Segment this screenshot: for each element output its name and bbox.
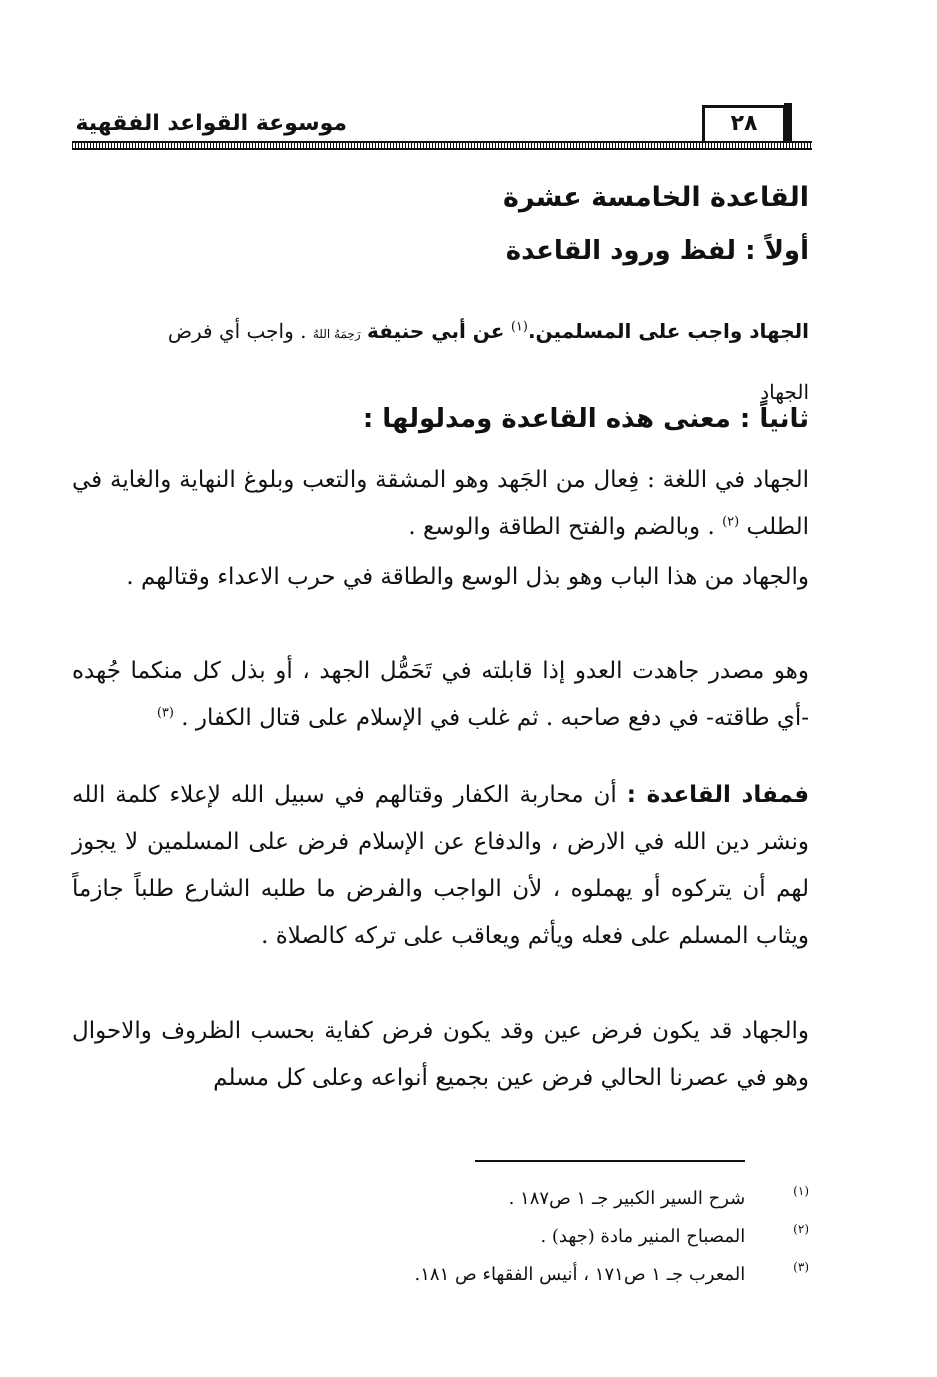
- footnote-ref-1[interactable]: (١): [510, 319, 528, 335]
- footnote-item: [309, 1218, 809, 1256]
- footnotes: [309, 1180, 809, 1294]
- footnote-number: (٢): [793, 1222, 809, 1236]
- page-number: ٢٨: [730, 111, 758, 136]
- paragraph-effort: والجهاد من هذا الباب وهو بذل الوسع والطاقة في حرب الاعداء وقتالهم .: [126, 564, 809, 590]
- footnote-number: (٣): [793, 1260, 809, 1274]
- book-title: موسوعة القواعد الفقهية: [75, 111, 347, 136]
- footnote-item: [309, 1256, 809, 1294]
- footnote-ref-2[interactable]: (٢): [722, 514, 740, 530]
- section-heading-wording: أولاً : لفظ ورود القاعدة: [505, 236, 809, 266]
- rule-title: القاعدة الخامسة عشرة: [503, 182, 809, 213]
- paragraph-lead: فمفاد القاعدة :: [626, 782, 810, 808]
- paragraph-source: [72, 648, 809, 742]
- paragraph-text: أن محاربة الكفار وقتالهم في سبيل الله لإعلاء كلمة الله ونشر دين الله في الارض ، والدفاع عن الإسلام فرض على المسلمين لا يجوز لهم أن يتركوه أو يهملوه ، لأن الواجب والفرض ما طلبه الشارع طلباً جازماً ويثاب المسلم على فعله ويأثم ويعاقب على تركه كالصلاة .: [72, 782, 809, 949]
- section-heading-meaning: ثانياً : معنى هذه القاعدة ومدلولها :: [362, 404, 809, 434]
- footnote-ref-3[interactable]: (٣): [156, 705, 174, 721]
- footnote-text: المعرب جـ ١ ص١٧١ ، أنيس الفقهاء ص ١٨١.: [414, 1264, 746, 1285]
- paragraph-text: وهو مصدر جاهدت العدو إذا قابلته في تَحَمُّل الجهد ، أو بذل كل منكما جُهده -أي طاقته- في دفع صاحبه . ثم غلب في الإسلام على قتال الكفار .: [72, 658, 809, 731]
- footnote-item: [309, 1180, 809, 1218]
- page-header: [72, 103, 812, 155]
- paragraph-obligation: والجهاد قد يكون فرض عين وقد يكون فرض كفاية بحسب الظروف والاحوال وهو في عصرنا الحالي فرض عين بجميع أنواعه وعلى كل مسلم: [72, 1018, 809, 1091]
- header-rule: [72, 141, 812, 150]
- footnote-text: المصباح المنير مادة (جهد) .: [540, 1226, 746, 1247]
- rule-statement: الجهاد واجب على المسلمين.: [527, 319, 809, 343]
- rule-source: عن أبي حنيفة: [367, 319, 505, 343]
- footnote-text: شرح السير الكبير جـ ١ ص١٨٧ .: [508, 1188, 746, 1209]
- paragraph-text-tail: . وبالضم والفتح الطاقة والوسع .: [408, 514, 715, 540]
- page-number-box-shadow: [784, 103, 792, 145]
- paragraph-rule-meaning: [72, 772, 809, 960]
- honorific: رَحِمَهُ اللهُ: [312, 327, 361, 341]
- paragraph-linguistic: [72, 457, 809, 551]
- page-number-box: [702, 105, 786, 143]
- footnote-separator: [475, 1160, 745, 1162]
- footnote-number: (١): [793, 1184, 809, 1198]
- rule-explanation: . واجب أي فرض الجهاد: [167, 319, 809, 404]
- paragraph-text: الجهاد في اللغة : فِعال من الجَهد وهو المشقة والتعب وبلوغ النهاية والغاية في الطلب: [72, 467, 809, 540]
